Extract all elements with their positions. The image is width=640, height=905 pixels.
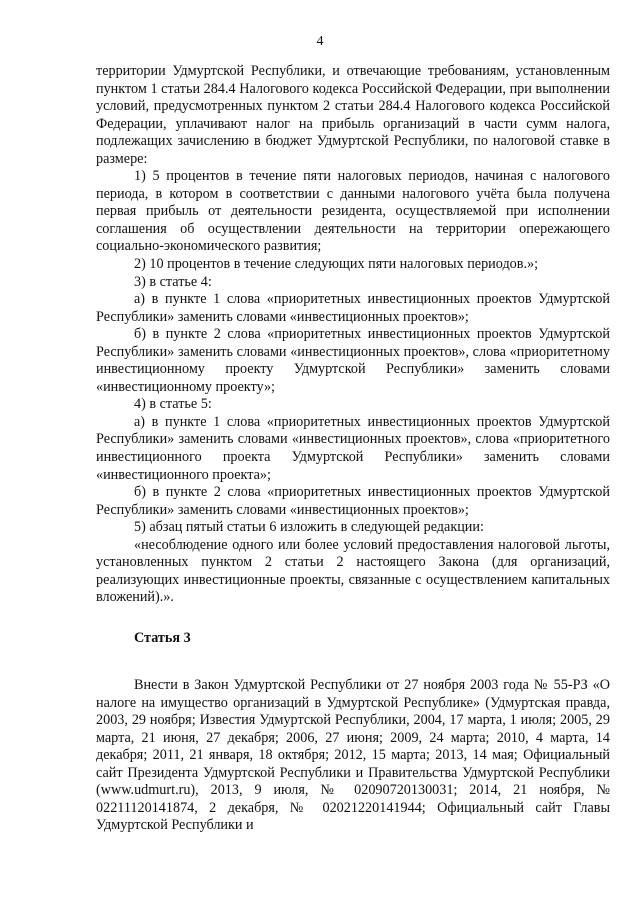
paragraphs-after-heading [96, 677, 610, 835]
document-body [96, 63, 610, 835]
paragraph: а) в пункте 1 слова «приоритетных инвестиционных проектов Удмуртской Республики» заменить словами «инвестиционных проектов», слова «приоритетного инвестиционного проекта Удмуртской Республики» заменить словами «инвестиционного проекта»; [96, 413, 610, 483]
paragraph: 3) в статье 4: [134, 273, 212, 290]
paragraph: а) в пункте 1 слова «приоритетных инвестиционных проектов Удмуртской Республики» заменить словами «инвестиционных проектов»; [96, 291, 610, 325]
article-heading: Статья 3 [134, 629, 191, 646]
page-number: 4 [316, 34, 324, 49]
paragraph: 2) 10 процентов в течение следующих пяти налоговых периодов.»; [134, 256, 539, 273]
paragraph: 5) абзац пятый статьи 6 изложить в следующей редакции: [134, 519, 484, 536]
paragraph: 1) 5 процентов в течение пяти налоговых периодов, начиная с налогового периода, в котором в соответствии с данными налогового учёта была получена первая прибыль от деятельности резидента, осуществляемой при исполнении соглашения об осуществлении деятельности на территории опережающего социально-экономического развития; [96, 168, 610, 255]
paragraph: территории Удмуртской Республики, и отвечающие требованиям, установленным пунктом 1 статьи 284.4 Налогового кодекса Российской Федерации, при выполнении условий, предусмотренных пунктом 2 статьи 284.4 Налогового кодекса Российской Федерации, уплачивают налог на прибыль организаций в части сумм налога, подлежащих зачислению в бюджет Удмуртской Республики, по налоговой ставке в размере: [96, 63, 610, 167]
heading-block [96, 607, 610, 677]
paragraph: 4) в статье 5: [134, 396, 212, 413]
paragraph: Внести в Закон Удмуртской Республики от 27 ноября 2003 года № 55-РЗ «О налоге на имущество организаций в Удмуртской Республике» (Удмуртская правда, 2003, 29 ноября; Известия Удмуртской Республики, 2004, 17 марта, 1 июля; 2005, 29 марта, 21 июня, 27 декабря; 2006, 27 июня; 2009, 24 марта; 2010, 4 марта, 14 декабря; 2011, 21 января, 18 октября; 2012, 15 марта; 2013, 14 мая; Официальный сайт Президента Удмуртской Республики и Правительства Удмуртской Республики (www.udmurt.ru), 2013, 9 июля, № 02090720130031; 2014, 21 ноября, № 02211120141874, 2 декабря, № 02021220141944; Официальный сайт Главы Удмуртской Республики и [96, 676, 610, 834]
paragraph: б) в пункте 2 слова «приоритетных инвестиционных проектов Удмуртской Республики» заменить словами «инвестиционных проектов»; [96, 484, 610, 518]
paragraphs-before-heading [96, 63, 610, 607]
paragraph: б) в пункте 2 слова «приоритетных инвестиционных проектов Удмуртской Республики» заменить словами «инвестиционных проектов», слова «приоритетному инвестиционному проекту Удмуртской Республики» заменить словами «инвестиционному проекту»; [96, 326, 610, 395]
paragraph: «несоблюдение одного или более условий предоставления налоговой льготы, установленных пунктом 2 статьи 2 настоящего Закона (для организаций, реализующих инвестиционные проекты, связанные с осуществлением капитальных вложений).». [96, 536, 610, 606]
